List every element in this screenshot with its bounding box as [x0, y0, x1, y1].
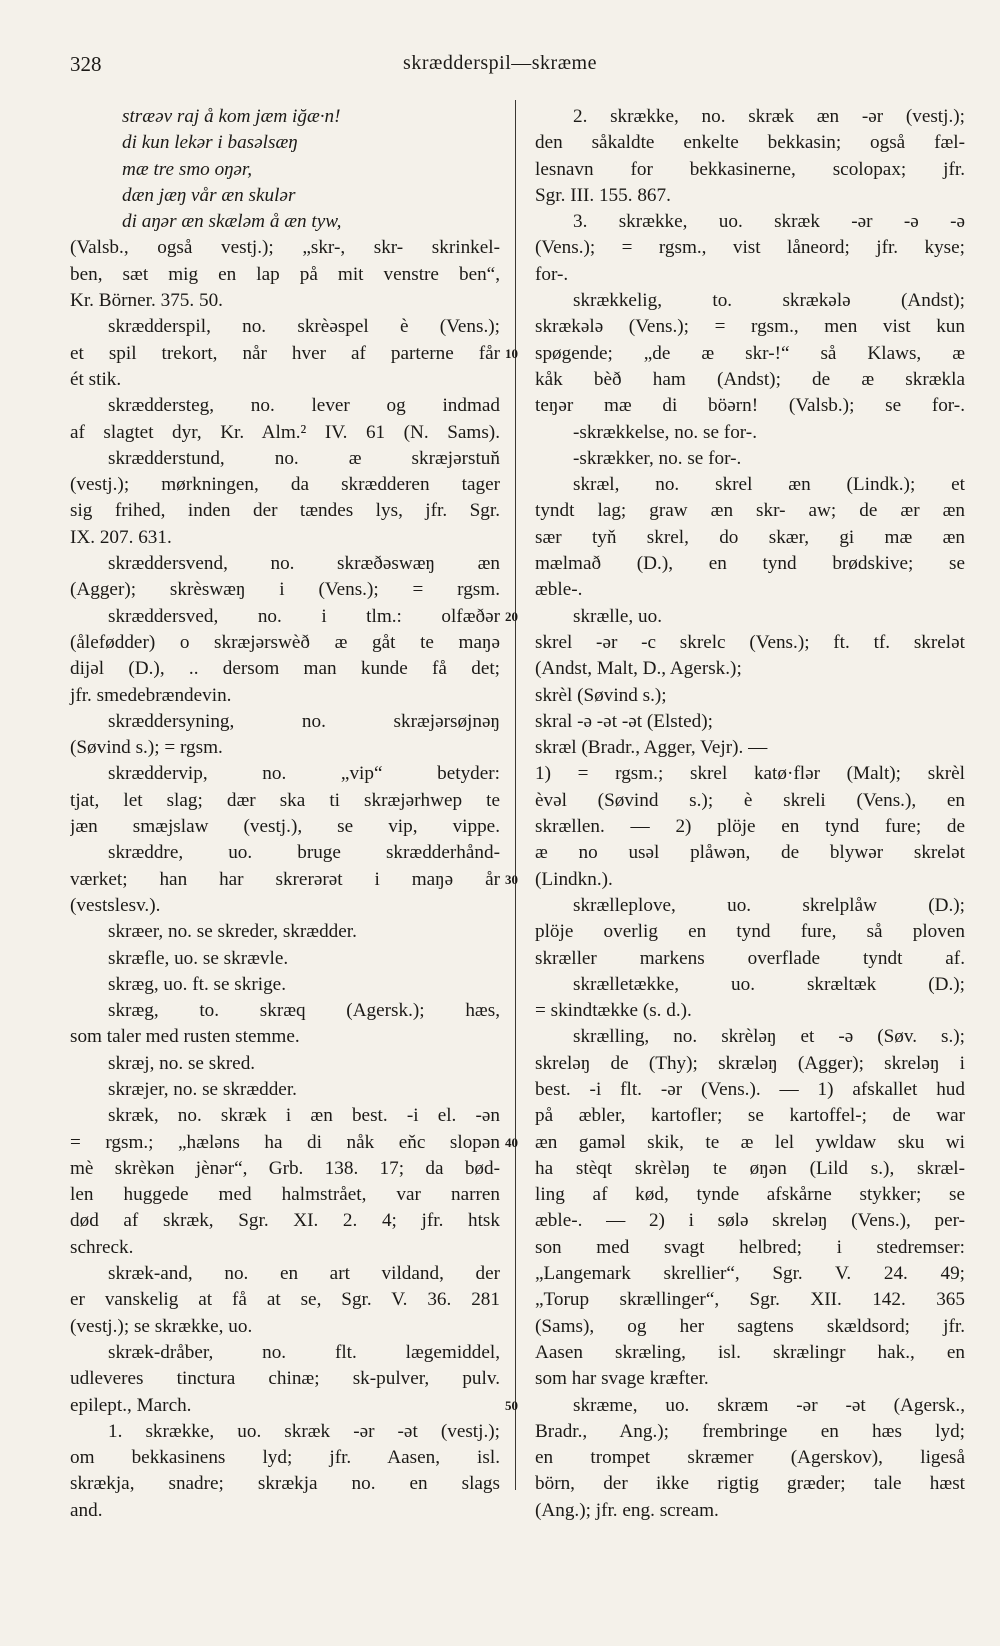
text-line: skræg, to. skræq (Agersk.); hæs,	[108, 1000, 500, 1022]
text-line: tjat, let slag; dær ska ti skræjərhwep te	[70, 789, 500, 811]
text-line: æ no usəl plåwən, de blywər skrelət	[535, 842, 965, 864]
text-line: (ålefødder) o skræjərswèð æ gåt te maŋə	[70, 631, 500, 653]
text-line: èvəl (Søvind s.); è skreli (Vens.), en	[535, 789, 965, 811]
text-line: skræjer, no. se skrædder.	[108, 1078, 297, 1100]
text-line: mælmað (D.), en tynd brødskive; se	[535, 553, 965, 575]
text-line: „Torup skrællinger“, Sgr. XII. 142. 365	[535, 1289, 965, 1311]
text-line: -skrækker, no. se for-.	[573, 447, 742, 469]
text-line: skræk-and, no. en art vildand, der	[108, 1263, 500, 1285]
right-column	[535, 104, 965, 1524]
text-line: på æbler, kartofler; se kartoffel-; de war	[535, 1105, 965, 1127]
text-line: dæn jæŋ vår æn skulər	[122, 184, 296, 206]
text-line: Sgr. III. 155. 867.	[535, 184, 671, 206]
text-line: mè skrèkən jènər“, Grb. 138. 17; da bød-	[70, 1157, 500, 1179]
text-line: di aŋər æn skæləm å æn tyw,	[122, 211, 342, 233]
text-line: (Andst, Malt, D., Agersk.);	[535, 658, 742, 680]
text-line: 1. skrække, uo. skræk -ər -ət (vestj.);	[108, 1420, 500, 1442]
text-line: teŋər mæ di böərn! (Valsb.); se for-.	[535, 395, 965, 417]
line-number-10: 10	[505, 346, 518, 361]
text-line: len huggede med halmstrået, var narren	[70, 1184, 500, 1206]
text-line: skræddersyning, no. skræjərsøjnəŋ	[108, 710, 500, 732]
page-header	[0, 52, 1000, 82]
text-line: 3. skrække, uo. skræk -ər -ə -ə	[573, 211, 965, 233]
text-line: skrælletække, uo. skræltæk (D.);	[573, 973, 965, 995]
text-line: spøgende; „de æ skr-!“ så Klaws, æ	[535, 342, 965, 364]
text-line: skreləŋ de (Thy); skræləŋ (Agger); skreləŋ i	[535, 1052, 965, 1074]
line-number-30: 30	[505, 872, 518, 887]
text-line: skræk-dråber, no. flt. lægemiddel,	[108, 1341, 500, 1363]
text-line: skræk, no. skræk i æn best. -i el. -ən	[108, 1105, 500, 1127]
text-line: skræller markens overflade tyndt af.	[535, 947, 965, 969]
text-line: skræer, no. se skreder, skrædder.	[108, 921, 357, 943]
text-line: død af skræk, Sgr. XI. 2. 4; jfr. htsk	[70, 1210, 500, 1232]
text-line: som har svage kræfter.	[535, 1368, 709, 1390]
text-line: et spil trekort, når hver af parterne får	[70, 342, 500, 364]
text-line: and.	[70, 1499, 103, 1521]
left-column	[70, 104, 500, 1524]
running-head: skrædderspil—skræme	[403, 52, 597, 74]
text-line: skræddre, uo. bruge skrædderhånd-	[108, 842, 500, 864]
text-line: sig frihed, inden der tændes lys, jfr. Sgr.	[70, 500, 500, 522]
text-line: di kun lekər i basəlsæŋ	[122, 132, 298, 154]
text-line: lesnavn for bekkasinerne, scolopax; jfr.	[535, 158, 965, 180]
text-line: börn, der ikke rigtig græder; tale hæst	[535, 1473, 965, 1495]
text-line: sær tyň skrel, do skær, gi mæ æn	[535, 526, 965, 548]
line-number-50: 50	[505, 1398, 518, 1413]
text-line: (Søvind s.); = rgsm.	[70, 737, 223, 759]
text-line: jfr. smedebrændevin.	[70, 684, 232, 706]
text-line: skrel -ər -c skrelc (Vens.); ft. tf. skrelət	[535, 631, 965, 653]
text-line: skræme, uo. skræm -ər -ət (Agersk.,	[573, 1394, 965, 1416]
page-number: 328	[70, 52, 102, 76]
text-line: den såkaldte enkelte bekkasin; også fæl-	[535, 132, 965, 154]
text-line: skræfle, uo. se skrævle.	[108, 947, 289, 969]
text-line: skræg, uo. ft. se skrige.	[108, 973, 286, 995]
text-line: udleveres tinctura chinæ; sk-pulver, pulv.	[70, 1368, 500, 1390]
text-line: skræl, no. skrel æn (Lindk.); et	[573, 474, 965, 496]
text-line: Bradr., Ang.); frembringe en hæs lyd;	[535, 1420, 965, 1442]
text-line: son med svagt helbred; i stedremser:	[535, 1236, 965, 1258]
text-line: (Valsb., også vestj.); „skr-, skr- skrinkel-	[70, 237, 500, 259]
text-line: for-.	[535, 263, 569, 285]
text-line: 2. skrække, no. skræk æn -ər (vestj.);	[573, 106, 965, 127]
text-line: Kr. Börner. 375. 50.	[70, 290, 223, 312]
text-line: en trompet skræmer (Agerskov), ligeså	[535, 1447, 965, 1469]
text-line: skræddersteg, no. lever og indmad	[108, 395, 500, 417]
text-line: æble-. — 2) i sølə skreləŋ (Vens.), per-	[535, 1210, 965, 1232]
column-divider	[515, 100, 516, 1490]
text-line: værket; han har skrerərət i maŋə år	[70, 868, 500, 890]
text-line: er vanskelig at få at se, Sgr. V. 36. 281	[70, 1289, 500, 1311]
text-line: af slagtet dyr, Kr. Alm.² IV. 61 (N. Sams).	[70, 421, 500, 443]
text-line: mæ tre smo oŋər,	[122, 158, 253, 180]
text-line: jæn smæjslaw (vestj.), se vip, vippe.	[70, 816, 500, 838]
text-line: skrædderspil, no. skrèəspel è (Vens.);	[108, 316, 500, 338]
text-line: som taler med rusten stemme.	[70, 1026, 300, 1048]
text-line: skrækkelig, to. skrækələ (Andst);	[573, 290, 965, 312]
text-line: skrækələ (Vens.); = rgsm., men vist kun	[535, 316, 965, 338]
text-line: æn gaməl skik, te æ lel ywldaw sku wi	[535, 1131, 965, 1153]
text-line: -skrækkelse, no. se for-.	[573, 421, 757, 443]
text-line: ét stik.	[70, 368, 122, 390]
text-line: ben, sæt mig en lap på mit venstre ben“,	[70, 263, 500, 285]
text-line: kåk bèð ham (Andst); de æ skrækla	[535, 368, 965, 390]
text-line: skrælleplove, uo. skrelplåw (D.);	[573, 894, 965, 916]
text-line: (vestslesv.).	[70, 894, 161, 916]
text-line: (vestj.); se skrække, uo.	[70, 1315, 253, 1337]
text-line: ling af kød, tynde afskårne stykker; se	[535, 1184, 965, 1206]
text-line: „Langemark skrellier“, Sgr. V. 24. 49;	[535, 1263, 965, 1285]
text-line: = skindtække (s. d.).	[535, 1000, 692, 1022]
text-line: (Agger); skrèswæŋ i (Vens.); = rgsm.	[70, 579, 500, 601]
text-line: (Sams), og her sagtens skældsord; jfr.	[535, 1315, 965, 1337]
text-line: ha stèqt skrèləŋ te øŋən (Lild s.), skræl-	[535, 1157, 965, 1179]
text-line: skræddersved, no. i tlm.: olfæðər	[108, 605, 500, 627]
text-line: stræəv raj å kom jæm iğæ·n!	[122, 106, 341, 127]
text-line: skræj, no. se skred.	[108, 1052, 256, 1074]
text-line: skrælling, no. skrèləŋ et -ə (Søv. s.);	[573, 1026, 965, 1048]
text-line: tyndt lag; graw æn skr- aw; de ær æn	[535, 500, 965, 522]
text-line: dijəl (D.), .. dersom man kunde få det;	[70, 658, 500, 680]
line-number-40: 40	[505, 1135, 518, 1150]
text-line: (Lindkn.).	[535, 868, 613, 890]
text-line: Aasen skræling, isl. skrælingr hak., en	[535, 1341, 965, 1363]
text-line: schreck.	[70, 1236, 134, 1258]
text-line: skral -ə -ət -ət (Elsted);	[535, 710, 713, 732]
text-line: IX. 207. 631.	[70, 526, 172, 548]
text-line: skrèl (Søvind s.);	[535, 684, 667, 706]
text-line: skræddervip, no. „vip“ betyder:	[108, 763, 500, 785]
text-line: (Vens.); = rgsm., vist låneord; jfr. kyse;	[535, 237, 965, 259]
text-line: om bekkasinens lyd; jfr. Aasen, isl.	[70, 1447, 500, 1469]
text-line: 1) = rgsm.; skrel katø·flər (Malt); skrèl	[535, 763, 965, 785]
text-line: skrædderstund, no. æ skræjərstuň	[108, 447, 500, 469]
text-line: skrælle, uo.	[573, 605, 663, 627]
text-line: plöje overlig en tynd fure, så ploven	[535, 921, 965, 943]
line-number-20: 20	[505, 609, 518, 624]
text-line: skrækja, snadre; skrækja no. en slags	[70, 1473, 500, 1495]
text-line: best. -i flt. -ər (Vens.). — 1) afskallet hud	[535, 1078, 965, 1100]
text-line: skræddersvend, no. skræðəswæŋ æn	[108, 553, 500, 575]
text-line: = rgsm.; „hæləns ha di nåk eňc slopən	[70, 1131, 500, 1153]
text-line: epilept., March.	[70, 1394, 192, 1416]
text-line: skræl (Bradr., Agger, Vejr). —	[535, 737, 768, 759]
text-line: (vestj.); mørkningen, da skrædderen tager	[70, 474, 500, 496]
text-line: æble-.	[535, 579, 583, 601]
text-line: skrællen. — 2) plöje en tynd fure; de	[535, 816, 965, 838]
text-line: (Ang.); jfr. eng. scream.	[535, 1499, 719, 1521]
